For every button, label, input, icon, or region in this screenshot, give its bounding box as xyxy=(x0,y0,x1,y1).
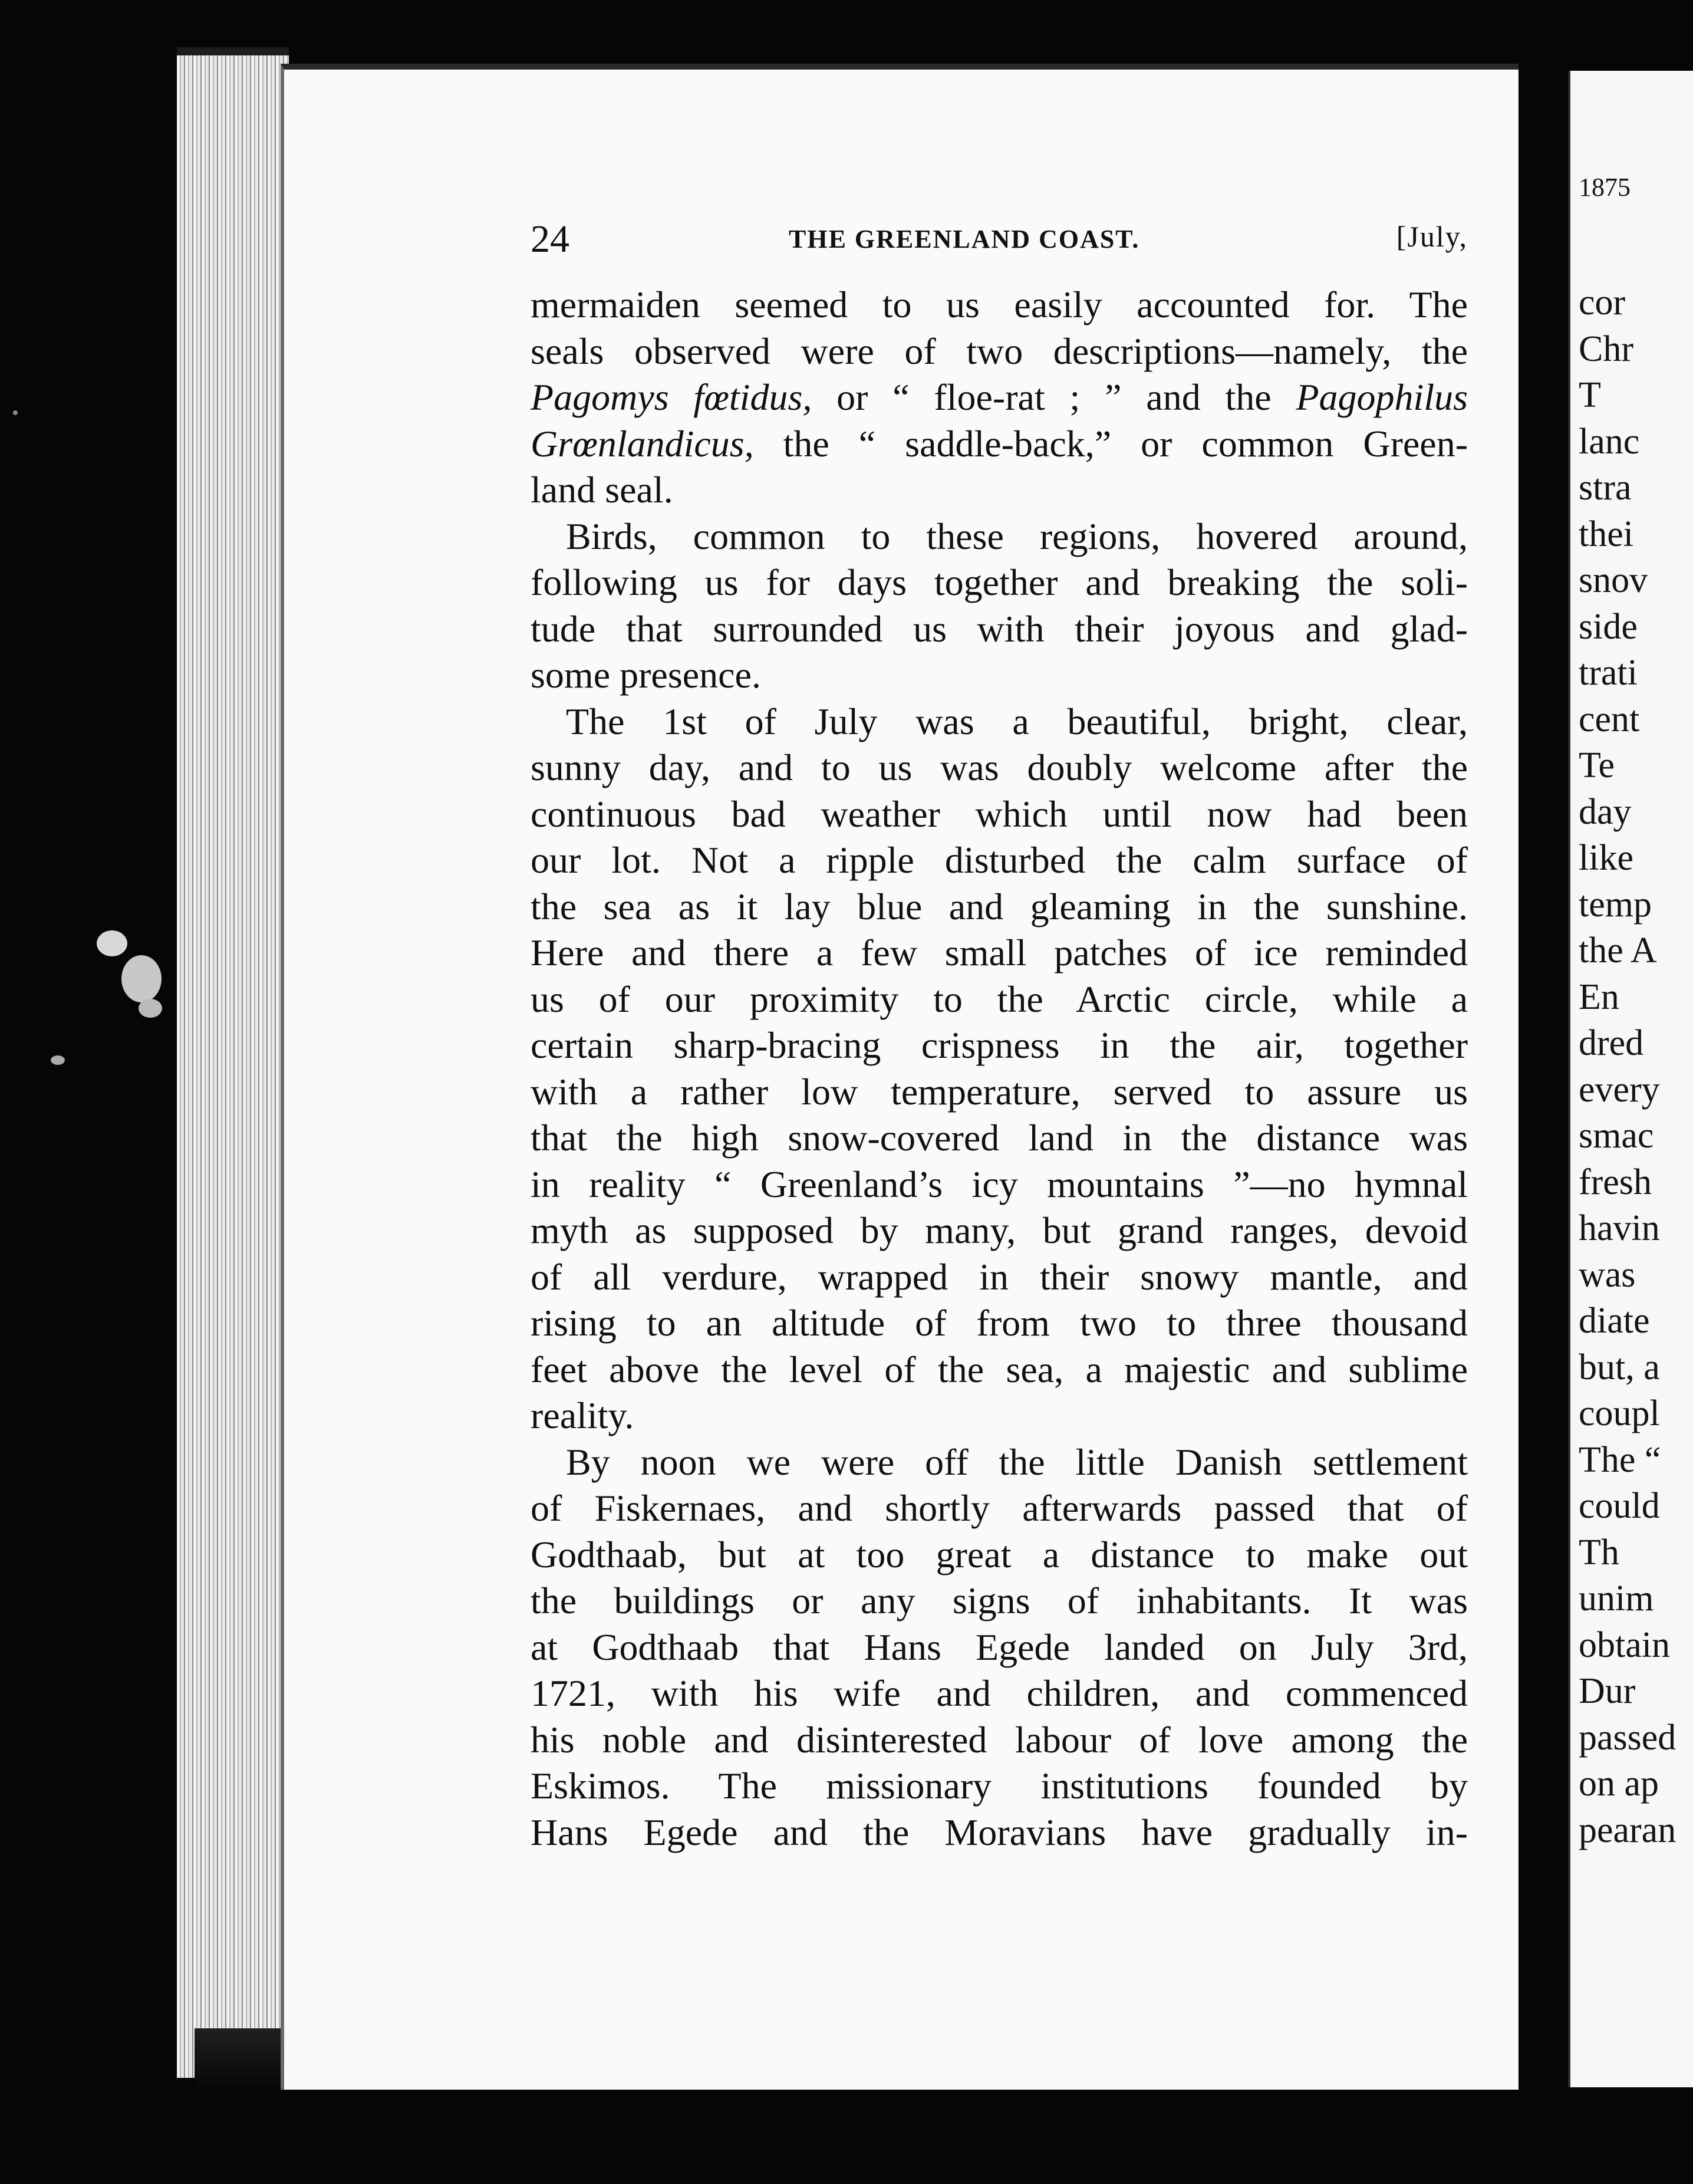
running-title: THE GREENLAND COAST. xyxy=(789,225,1140,254)
next-page-line-fragment: T xyxy=(1579,375,1601,415)
next-page-line-fragment: obtain xyxy=(1579,1624,1670,1665)
next-page-line-fragment: passed xyxy=(1579,1717,1676,1758)
next-page-line-fragment: The “ xyxy=(1579,1439,1661,1480)
text-line: land seal. xyxy=(531,469,673,511)
text-line: of all verdure, wrapped in their snowy mantle, and xyxy=(531,1255,1468,1298)
next-page-line-fragment: cent xyxy=(1579,699,1640,739)
text-line: at Godthaab that Hans Egede landed on July 3rd, xyxy=(531,1626,1468,1668)
text-line: some presence. xyxy=(531,654,761,696)
next-page-line-fragment: could xyxy=(1579,1486,1660,1526)
speck xyxy=(121,955,162,1002)
next-page-line-fragment: Th xyxy=(1579,1532,1619,1573)
next-page-line-fragment: was xyxy=(1579,1254,1636,1295)
speck xyxy=(51,1055,65,1065)
next-page-line-fragment: but, a xyxy=(1579,1347,1660,1387)
next-page-line-fragment: unim xyxy=(1579,1578,1654,1619)
italic-term: Grœnlandicus, xyxy=(531,422,754,465)
page-number: 24 xyxy=(531,218,569,261)
text-line: the sea as it lay blue and gleaming in the sunshine. xyxy=(531,885,1468,927)
text-line: Eskimos. The missionary institutions founded by xyxy=(531,1765,1468,1807)
text-line: with a rather low temperature, served to assure us xyxy=(531,1070,1468,1113)
text-line: rising to an altitude of from two to three thousand xyxy=(531,1302,1468,1344)
next-page-line-fragment: diate xyxy=(1579,1301,1650,1341)
text-line: mermaiden seemed to us easily accounted for. The xyxy=(531,284,1468,325)
text-line: 1721, with his wife and children, and commenced xyxy=(531,1672,1468,1714)
next-page-line-fragment: coupl xyxy=(1579,1393,1660,1433)
next-page-line-fragment: temp xyxy=(1579,884,1652,925)
text-line: Birds, common to these regions, hovered around, xyxy=(566,515,1468,557)
text-line: of Fiskernaes, and shortly afterwards passed that of xyxy=(531,1487,1468,1529)
next-page-line-fragment: Dur xyxy=(1579,1671,1636,1711)
next-page-line-fragment: thei xyxy=(1579,514,1633,554)
text-line: Here and there a few small patches of ice reminded xyxy=(531,932,1468,973)
speck xyxy=(97,930,127,956)
text-line: us of our proximity to the Arctic circle, while a xyxy=(531,978,1468,1020)
italic-term: Pagophilus xyxy=(1296,376,1468,418)
text-line: in reality “ Greenland’s icy mountains ”—no hymnal xyxy=(531,1163,1468,1205)
next-page-line-fragment: pearan xyxy=(1579,1810,1676,1850)
next-page-line-fragment: every xyxy=(1579,1069,1660,1110)
next-page-line-fragment: dred xyxy=(1579,1023,1644,1063)
text-line: By noon we were off the little Danish settlement xyxy=(566,1440,1468,1483)
text-line: his noble and disinterested labour of love among the xyxy=(531,1718,1468,1761)
text-run: the “ saddle-back,” or common Green- xyxy=(753,422,1468,465)
next-page-line-fragment: day xyxy=(1579,791,1632,832)
text-line: seals observed were of two descriptions—namely, the xyxy=(531,330,1468,372)
next-page-line-fragment: fresh xyxy=(1579,1162,1652,1202)
text-line: following us for days together and breaking the soli- xyxy=(531,561,1468,603)
text-line: tude that surrounded us with their joyous and glad- xyxy=(531,607,1468,650)
next-page-line-fragment: like xyxy=(1579,838,1633,878)
next-page-header-fragment: 1875 xyxy=(1579,173,1631,202)
next-page-line-fragment: smac xyxy=(1579,1116,1654,1156)
next-page-line-fragment: side xyxy=(1579,606,1638,647)
text-line: reality. xyxy=(531,1394,634,1436)
speck xyxy=(13,410,18,415)
next-page-line-fragment: havin xyxy=(1579,1208,1660,1248)
next-page-line-fragment: stra xyxy=(1579,468,1632,508)
next-page-line-fragment: on ap xyxy=(1579,1764,1659,1804)
italic-term: Pagomys fœtidus, xyxy=(531,376,812,418)
text-line: certain sharp-bracing crispness in the air, together xyxy=(531,1024,1468,1066)
next-page-line-fragment: trati xyxy=(1579,653,1638,693)
text-line: Hans Egede and the Moravians have gradually in- xyxy=(531,1811,1468,1853)
next-page-line-fragment: lanc xyxy=(1579,421,1640,462)
text-run: or “ floe-rat ; ” and the xyxy=(812,376,1296,418)
next-page-line-fragment: Te xyxy=(1579,745,1615,785)
next-page-line-fragment: En xyxy=(1579,976,1619,1017)
text-line: The 1st of July was a beautiful, bright, clear, xyxy=(566,700,1468,742)
text-line: myth as supposed by many, but grand ranges, devoid xyxy=(531,1209,1468,1251)
speck xyxy=(139,999,162,1018)
text-line: continuous bad weather which until now had been xyxy=(531,792,1468,835)
text-line: the buildings or any signs of inhabitants. It was xyxy=(531,1580,1468,1621)
date-marker: [July, xyxy=(1396,220,1468,253)
next-page-line-fragment: the A xyxy=(1579,930,1657,971)
text-line: sunny day, and to us was doubly welcome after the xyxy=(531,746,1468,788)
text-line: feet above the level of the sea, a majestic and sublime xyxy=(531,1348,1468,1390)
next-page-line-fragment: cor xyxy=(1579,282,1626,323)
text-line: that the high snow-covered land in the distance was xyxy=(531,1117,1468,1159)
next-page-line-fragment: Chr xyxy=(1579,328,1633,369)
text-line: Godthaab, but at too great a distance to make out xyxy=(531,1533,1468,1575)
text-line: our lot. Not a ripple disturbed the calm surface of xyxy=(531,839,1468,881)
next-page-line-fragment: snov xyxy=(1579,560,1648,600)
